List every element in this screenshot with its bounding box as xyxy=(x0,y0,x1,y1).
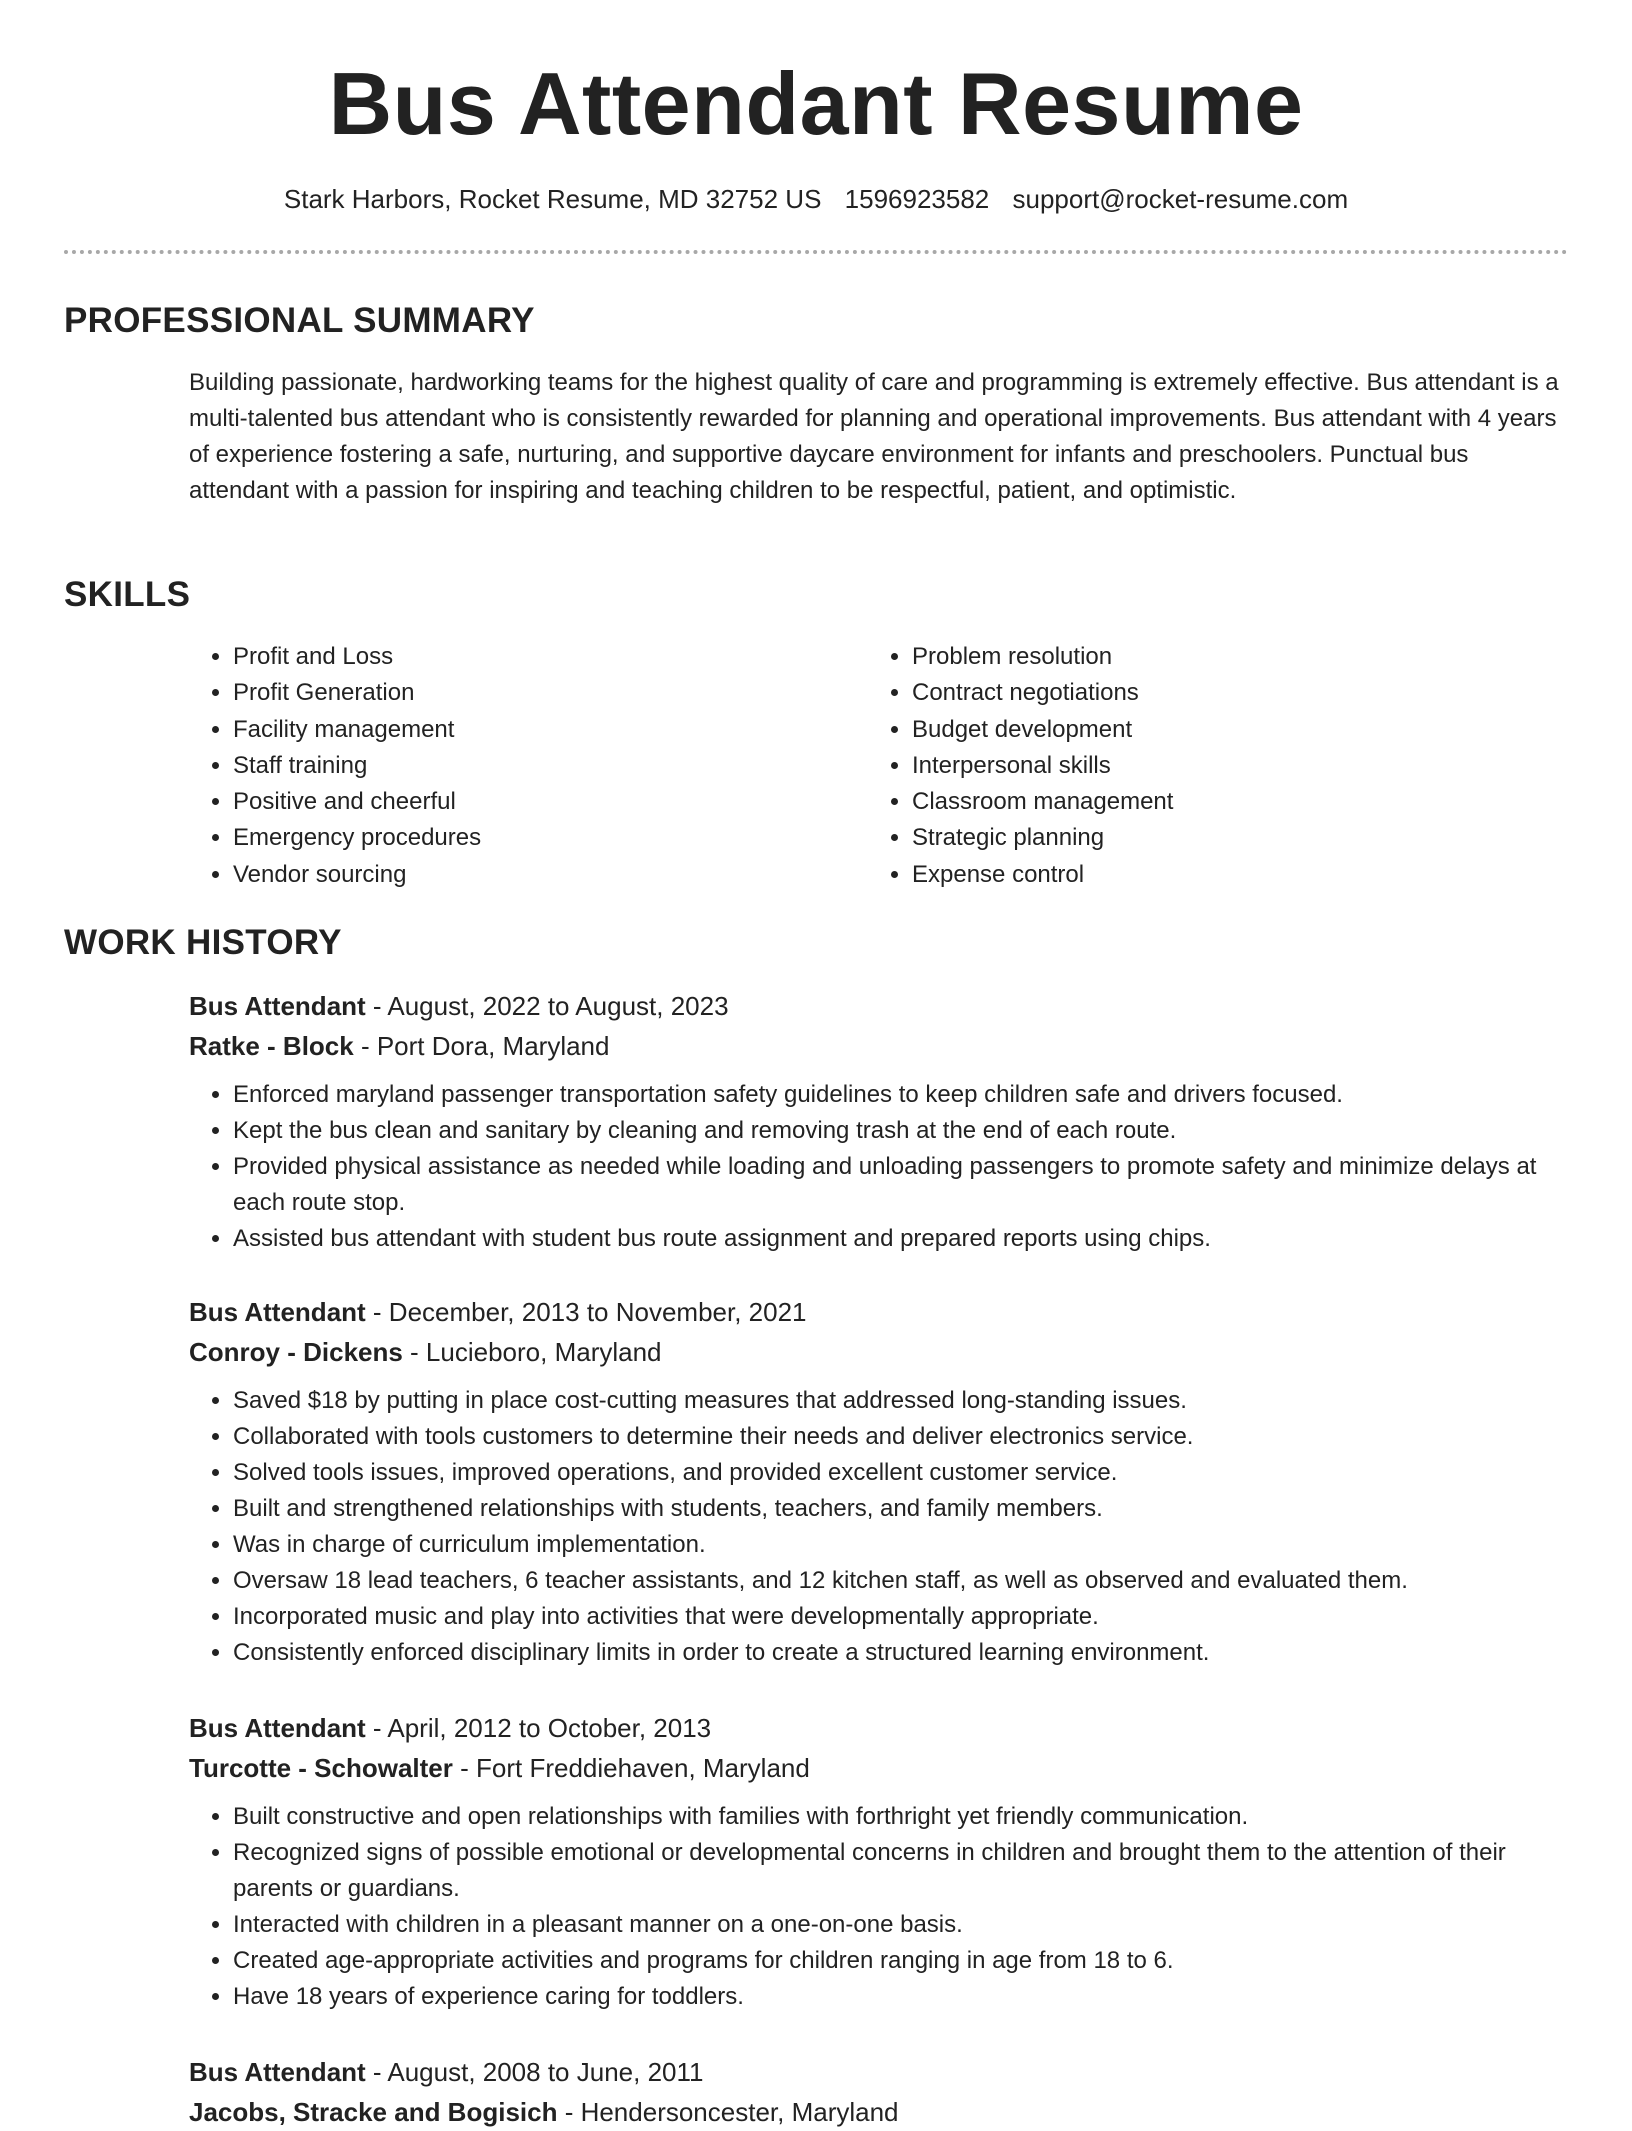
job-role: Bus Attendant xyxy=(189,1297,366,1327)
job-location: - Fort Freddiehaven, Maryland xyxy=(452,1753,810,1783)
job-bullet: • Kept the bus clean and sanitary by cleaning and removing trash at the end of each route. xyxy=(233,1113,1569,1149)
resume-title: Bus Attendant Resume xyxy=(328,54,1304,153)
skills-list-right xyxy=(868,639,1532,893)
contact-phone: 1596923582 xyxy=(844,184,990,214)
job-company: Conroy - Dickens xyxy=(189,1337,403,1367)
skill-item: • Facility management xyxy=(233,712,853,748)
job-company: Jacobs, Stracke and Bogisich xyxy=(189,2097,558,2127)
job-title-line xyxy=(189,2053,1569,2091)
skills-list-left xyxy=(189,639,853,893)
job-title-line xyxy=(189,987,1569,1025)
job-bullet: • Assisted bus attendant with student bus route assignment and prepared reports using chips. xyxy=(233,1221,1569,1257)
job-bullet: • Interacted with children in a pleasant manner on a one-on-one basis. xyxy=(233,1907,1569,1943)
skill-item: • Budget development xyxy=(912,712,1532,748)
job-title-line xyxy=(189,1293,1569,1331)
summary-heading: PROFESSIONAL SUMMARY xyxy=(64,301,535,340)
job-entry xyxy=(189,1293,1569,1671)
job-dates: - April, 2012 to October, 2013 xyxy=(365,1713,712,1743)
job-role: Bus Attendant xyxy=(189,2057,366,2087)
job-company-line xyxy=(189,1749,1569,1787)
job-role: Bus Attendant xyxy=(189,991,366,1021)
job-bullet: • Was in charge of curriculum implementation. xyxy=(233,1527,1569,1563)
job-location: - Lucieboro, Maryland xyxy=(402,1337,662,1367)
skill-item: • Expense control xyxy=(912,857,1532,893)
skill-item: • Classroom management xyxy=(912,784,1532,820)
job-bullet: • Oversaw 18 lead teachers, 6 teacher assistants, and 12 kitchen staff, as well as observed and evaluated them. xyxy=(233,1563,1569,1599)
skill-item: • Contract negotiations xyxy=(912,675,1532,711)
job-company: Ratke - Block xyxy=(189,1031,354,1061)
job-dates: - August, 2008 to June, 2011 xyxy=(365,2057,704,2087)
contact-address: Stark Harbors, Rocket Resume, MD 32752 US xyxy=(283,184,822,214)
skill-item: • Vendor sourcing xyxy=(233,857,853,893)
job-entry xyxy=(189,2053,1569,2131)
job-bullet: • Provided physical assistance as needed while loading and unloading passengers to promote safety and minimize delays at each route stop. xyxy=(233,1149,1569,1221)
skill-item: • Interpersonal skills xyxy=(912,748,1532,784)
job-bullet: • Built and strengthened relationships with students, teachers, and family members. xyxy=(233,1491,1569,1527)
job-bullets xyxy=(189,1799,1569,2015)
skill-item: • Staff training xyxy=(233,748,853,784)
work-history-heading: WORK HISTORY xyxy=(64,923,342,962)
job-entry xyxy=(189,1709,1569,2015)
job-bullet: • Consistently enforced disciplinary limits in order to create a structured learning environment. xyxy=(233,1635,1569,1671)
job-entry xyxy=(189,987,1569,1257)
job-bullets xyxy=(189,1383,1569,1671)
job-bullet: • Built constructive and open relationships with families with forthright yet friendly communication. xyxy=(233,1799,1569,1835)
job-company: Turcotte - Schowalter xyxy=(189,1753,453,1783)
job-dates: - August, 2022 to August, 2023 xyxy=(365,991,729,1021)
job-title-line xyxy=(189,1709,1569,1747)
header-divider xyxy=(64,250,1568,254)
skill-item: • Profit Generation xyxy=(233,675,853,711)
job-company-line xyxy=(189,2093,1569,2131)
job-company-line xyxy=(189,1333,1569,1371)
skill-item: • Profit and Loss xyxy=(233,639,853,675)
job-bullet: • Have 18 years of experience caring for toddlers. xyxy=(233,1979,1569,2015)
skill-item: • Emergency procedures xyxy=(233,820,853,856)
job-bullets xyxy=(189,1077,1569,1257)
job-role: Bus Attendant xyxy=(189,1713,366,1743)
skills-heading: SKILLS xyxy=(64,575,191,614)
summary-text: Building passionate, hardworking teams for the highest quality of care and programming is extremely effective. Bus attendant is a multi-talented bus attendant who is consistently rewarded for planning and operational improvements. Bus attendant with 4 years of experience fostering a safe, nurturing, and supportive daycare environment for infants and preschoolers. Punctual bus attendant with a passion for inspiring and teaching children to be respectful, patient, and optimistic. xyxy=(189,369,1559,504)
job-bullet: • Enforced maryland passenger transportation safety guidelines to keep children safe and drivers focused. xyxy=(233,1077,1569,1113)
job-dates: - December, 2013 to November, 2021 xyxy=(365,1297,807,1327)
job-bullet: • Incorporated music and play into activities that were developmentally appropriate. xyxy=(233,1599,1569,1635)
job-company-line xyxy=(189,1027,1569,1065)
job-bullet: • Solved tools issues, improved operations, and provided excellent customer service. xyxy=(233,1455,1569,1491)
skill-item: • Problem resolution xyxy=(912,639,1532,675)
job-bullet: • Saved $18 by putting in place cost-cutting measures that addressed long-standing issues. xyxy=(233,1383,1569,1419)
job-location: - Hendersoncester, Maryland xyxy=(557,2097,899,2127)
job-bullet: • Collaborated with tools customers to determine their needs and deliver electronics service. xyxy=(233,1419,1569,1455)
job-location: - Port Dora, Maryland xyxy=(353,1031,610,1061)
contact-line xyxy=(0,182,1632,216)
skill-item: • Strategic planning xyxy=(912,820,1532,856)
job-bullet: • Created age-appropriate activities and programs for children ranging in age from 18 to 6. xyxy=(233,1943,1569,1979)
job-bullet: • Recognized signs of possible emotional or developmental concerns in children and brought them to the attention of their parents or guardians. xyxy=(233,1835,1569,1907)
skill-item: • Positive and cheerful xyxy=(233,784,853,820)
contact-email: support@rocket-resume.com xyxy=(1012,184,1349,214)
